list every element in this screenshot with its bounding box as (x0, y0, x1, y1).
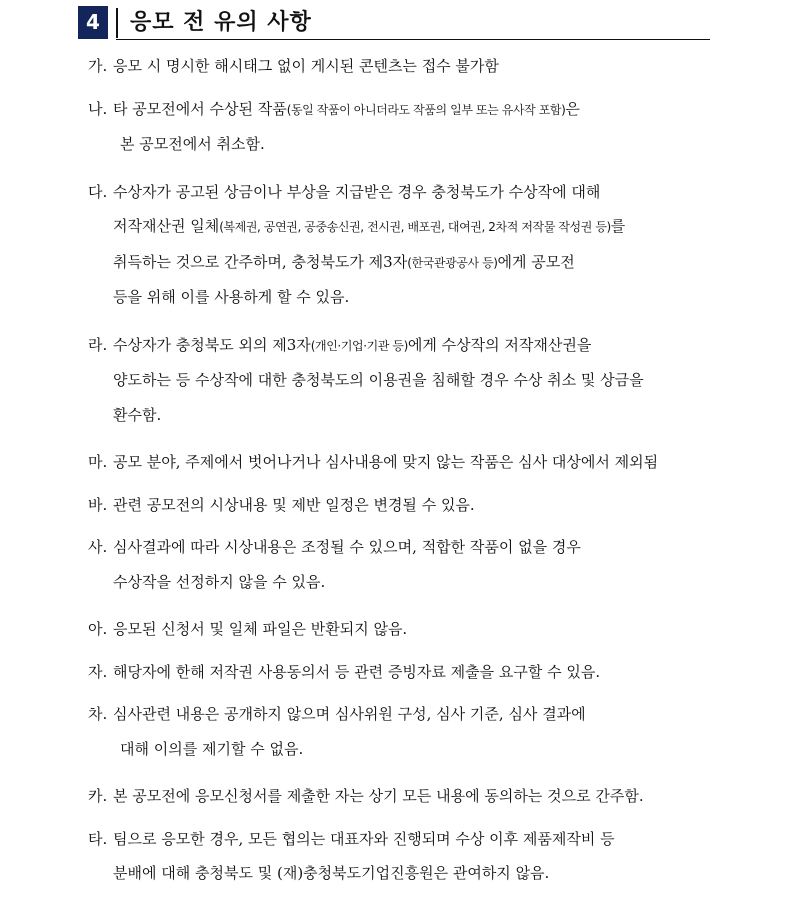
item-marker: 자. (88, 662, 108, 681)
item-text: 해당자에 한해 저작권 사용동의서 등 관련 증빙자료 제출을 요구할 수 있음. (113, 662, 601, 681)
item-text: 대해 이의를 제기할 수 없음. (120, 739, 304, 758)
item-marker: 나. (88, 99, 108, 118)
item-text (113, 209, 733, 245)
item-text: 등을 위해 이를 사용하게 할 수 있음. (113, 288, 350, 306)
item-text: 관련 공모전의 시상내용 및 제반 일정은 변경될 수 있음. (113, 495, 475, 514)
notice-item-na (88, 92, 733, 162)
item-text: 응모 시 명시한 해시태그 없이 게시된 콘텐츠는 접수 불가함 (113, 57, 499, 75)
item-marker: 가. (88, 57, 108, 75)
item-text: 공모 분야, 주제에서 벗어나거나 심사내용에 맞지 않는 작품은 심사 대상에서 제외됨 (113, 453, 659, 471)
notice-item-ja (88, 655, 733, 690)
item-note: (한국관광공사 등) (407, 255, 498, 270)
item-note: (복제권, 공연권, 공중송신권, 전시권, 배포권, 대여권, 2차적 저작물 작성권 등) (219, 220, 611, 234)
item-marker: 라. (88, 335, 108, 354)
item-text-part: 에게 수상작의 저작재산권을 (407, 335, 592, 354)
item-text: 심사관련 내용은 공개하지 않으며 심사위원 구성, 심사 기준, 심사 결과에 (113, 705, 586, 723)
section-title: 응모 전 유의 사항 (130, 10, 312, 35)
item-text (113, 245, 733, 281)
item-text-part: 타 공모전에서 수상된 작품 (113, 99, 287, 118)
item-text: 팀으로 응모한 경우, 모든 협의는 대표자와 진행되며 수상 이후 제품제작비 등 (113, 829, 615, 848)
notice-item-ga (88, 49, 733, 84)
notice-item-da (88, 175, 733, 315)
section-header (78, 6, 710, 40)
item-marker: 아. (88, 620, 108, 638)
item-text: 본 공모전에서 취소함. (120, 135, 265, 153)
item-marker: 카. (88, 787, 108, 805)
item-text (113, 328, 733, 364)
item-text: 본 공모전에 응모신청서를 제출한 자는 상기 모든 내용에 동의하는 것으로 간주함. (113, 787, 644, 805)
notice-item-ka (88, 779, 733, 814)
item-note: (개인·기업·기관 등) (310, 338, 408, 353)
item-marker: 사. (88, 538, 108, 556)
item-note: (동일 작품이 아니더라도 작품의 일부 또는 유사작 포함) (286, 102, 566, 117)
notice-item-sa (88, 530, 733, 599)
notice-item-a (88, 612, 733, 647)
notice-list (88, 49, 733, 904)
item-text-part: 수상자가 충청북도 외의 제3자 (113, 335, 311, 354)
title-underline (116, 39, 710, 40)
item-text: 분배에 대해 충청북도 및 (재)충청북도기업진흥원은 관여하지 않음. (113, 864, 550, 882)
item-text-part: 에게 공모전 (497, 252, 575, 271)
item-text (113, 92, 733, 128)
item-marker: 타. (88, 829, 108, 848)
item-text: 심사결과에 따라 시상내용은 조정될 수 있으며, 적합한 작품이 없을 경우 (113, 538, 581, 556)
item-marker: 마. (88, 453, 108, 471)
notice-item-ma (88, 445, 733, 480)
title-divider (116, 8, 118, 38)
item-marker: 바. (88, 495, 108, 514)
item-text-part: 은 (565, 99, 580, 118)
notice-item-ta (88, 822, 733, 891)
item-text-part: 를 (610, 217, 626, 235)
item-text: 양도하는 등 수상작에 대한 충청북도의 이용권을 침해할 경우 수상 취소 및 상금을 (113, 371, 644, 389)
notice-item-ra (88, 328, 733, 433)
item-marker: 차. (88, 705, 108, 723)
notice-item-ba (88, 488, 733, 523)
item-text-part: 취득하는 것으로 간주하며, 충청북도가 제3자 (113, 252, 408, 271)
notice-item-cha (88, 697, 733, 766)
item-text: 응모된 신청서 및 일체 파일은 반환되지 않음. (113, 620, 408, 638)
item-marker: 다. (88, 182, 108, 201)
item-text-part: 저작재산권 일체 (113, 217, 220, 235)
item-text: 수상자가 공고된 상금이나 부상을 지급받은 경우 충청북도가 수상작에 대해 (113, 182, 601, 201)
section-number-badge: 4 (78, 6, 108, 39)
item-text: 수상작을 선정하지 않을 수 있음. (113, 572, 326, 591)
item-text: 환수함. (113, 405, 162, 424)
